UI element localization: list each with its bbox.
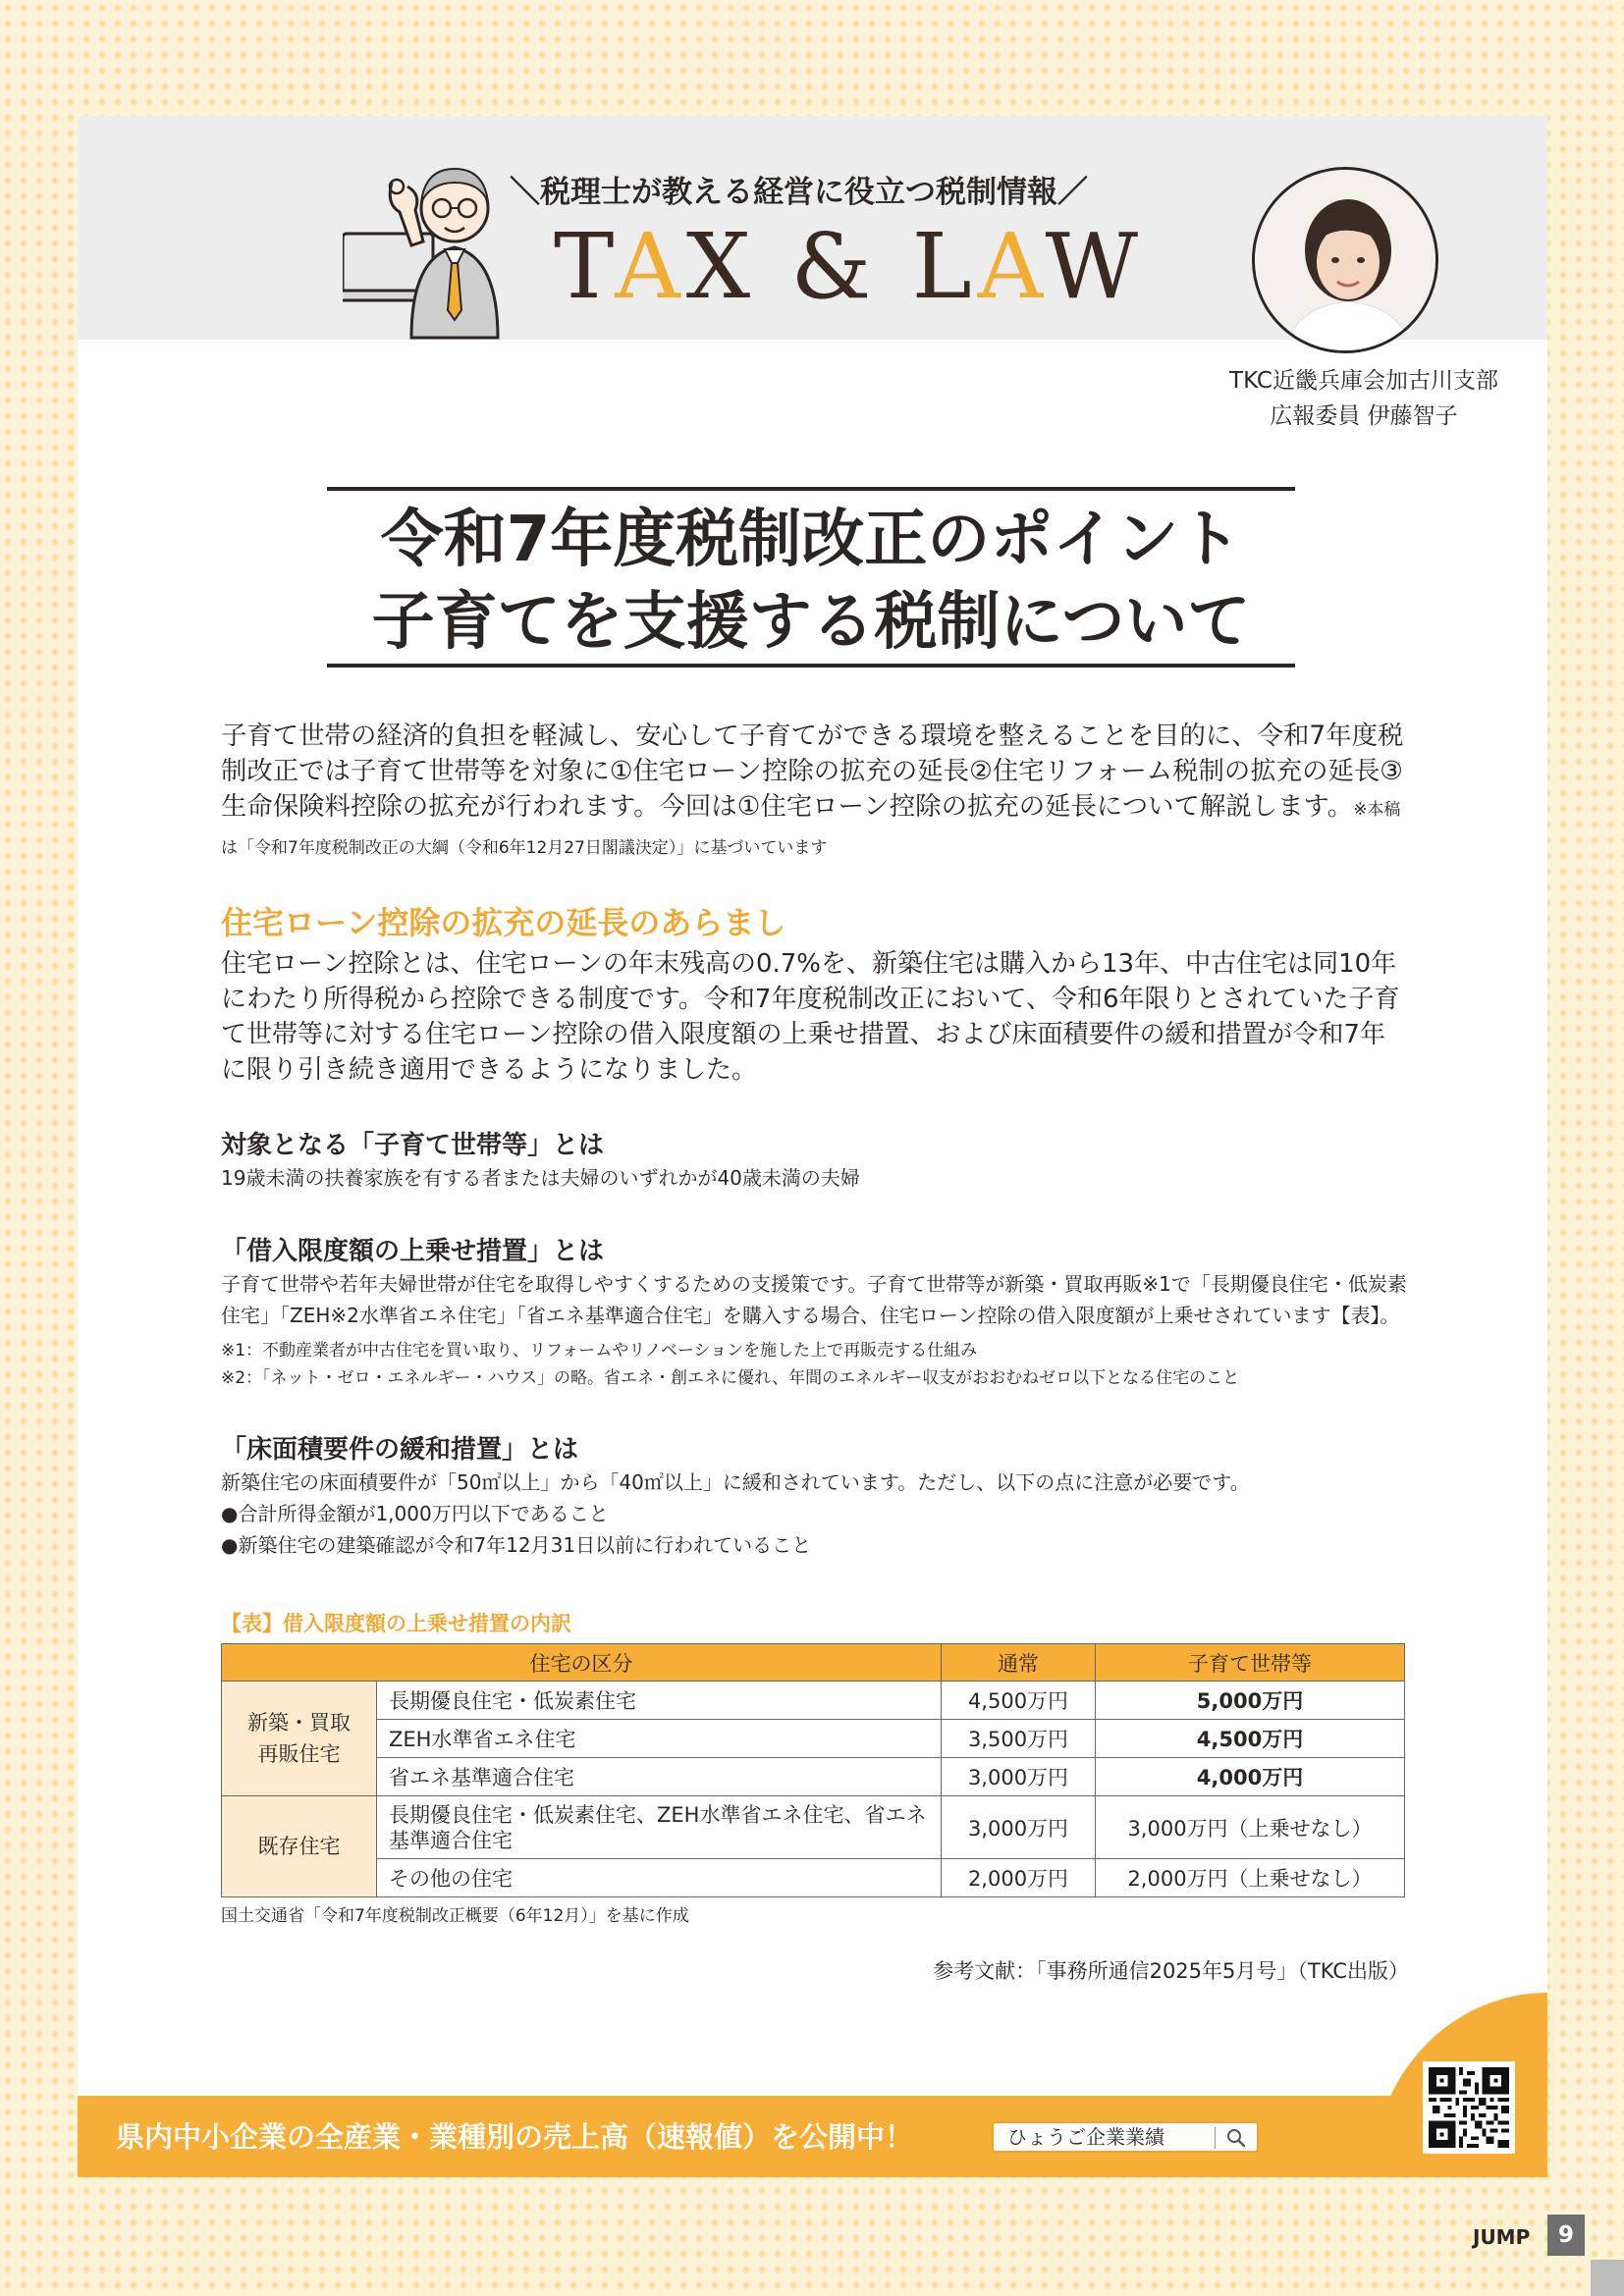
section-heading-overview: 住宅ローン控除の拡充の延長のあらまし: [221, 904, 786, 941]
table-row: [222, 1758, 1405, 1796]
row-normal: 2,000万円: [942, 1859, 1096, 1897]
row-normal: 3,000万円: [942, 1796, 1096, 1859]
table-row: [222, 1720, 1405, 1758]
floor-bullet-1: ●合計所得金額が1,000万円以下であること: [221, 1502, 609, 1525]
row-type: ZEH水準省エネ住宅: [377, 1720, 942, 1758]
table-header-row: [222, 1644, 1405, 1682]
footnote-1: ※1：不動産業者が中古住宅を買い取り、リフォームやリノベーションを施した上で再販売する仕組み: [221, 1341, 978, 1361]
search-label: ひょうご企業業績: [1007, 2125, 1164, 2149]
article-title-line1: 令和7年度税制改正のポイント: [380, 504, 1242, 576]
series-tagline: ＼税理士が教える経営に役立つ税制情報／: [510, 175, 1088, 210]
row-normal: 3,500万円: [942, 1720, 1096, 1758]
floor-text: 新築住宅の床面積要件が「50㎡以上」から「40㎡以上」に緩和されています。ただし、以下の点に注意が必要です。: [221, 1470, 1250, 1494]
corner-strip: [1591, 2260, 1624, 2296]
intro-note: ※本稿は「令和7年度税制改正の大綱（令和6年12月27日閣議決定）」に基づいています: [221, 800, 1401, 858]
page-number: 9: [1547, 2215, 1585, 2256]
subheading-floor: 「床面積要件の緩和措置」とは: [221, 1435, 579, 1465]
row-type: 長期優良住宅・低炭素住宅、ZEH水準省エネ住宅、省エネ基準適合住宅: [377, 1796, 942, 1859]
author-credit: [1226, 363, 1501, 434]
row-family: 5,000万円: [1096, 1682, 1405, 1720]
series-logo: TAX & LAW: [554, 214, 1145, 319]
header-normal: 通常: [942, 1644, 1096, 1682]
row-normal: 4,500万円: [942, 1682, 1096, 1720]
article-title: [327, 487, 1295, 667]
promo-text: 県内中小企業の全産業・業種別の売上高（速報値）を公開中！: [116, 2120, 914, 2154]
section-overview-text: 住宅ローン控除とは、住宅ローンの年末残高の0.7%を、新築住宅は購入から13年、中古住宅は同10年にわたり所得税から控除できる制度です。令和7年度税制改正において、令和6年限りとされていた子育て世帯等に対する住宅ローン控除の借入限度額の上乗せ措置、および床面積要件の緩和措置が令和7年に限り引き続き適用できるようになりました。: [221, 949, 1400, 1085]
article-body: [221, 719, 1409, 1986]
row-family: 3,000万円（上乗せなし）: [1096, 1796, 1405, 1859]
search-box[interactable]: [992, 2121, 1259, 2153]
table-caption: 【表】借入限度額の上乗せ措置の内訳: [221, 1612, 571, 1635]
row-type: 省エネ基準適合住宅: [377, 1758, 942, 1796]
group-new-resale: 新築・買取 再販住宅: [222, 1682, 377, 1796]
author-affiliation: TKC近畿兵庫会加古川支部: [1229, 368, 1498, 394]
group-existing: 既存住宅: [222, 1796, 377, 1897]
target-text: 19歳未満の扶養家族を有する者または夫婦のいずれかが40歳未満の夫婦: [221, 1166, 860, 1190]
subheading-target: 対象となる「子育て世帯等」とは: [221, 1131, 605, 1160]
header-family: 子育て世帯等: [1096, 1644, 1405, 1682]
loan-limit-table: [221, 1643, 1405, 1897]
row-type: 長期優良住宅・低炭素住宅: [377, 1682, 942, 1720]
table-row: [222, 1682, 1405, 1720]
search-icon[interactable]: [1225, 2127, 1247, 2149]
search-divider: [1215, 2127, 1216, 2149]
table-source: 国土交通省「令和7年度税制改正概要（6年12月）」を基に作成: [221, 1906, 689, 1926]
article-title-line2: 子育てを支援する税制について: [371, 586, 1251, 659]
table-row: [222, 1796, 1405, 1859]
qr-code[interactable]: [1423, 2061, 1515, 2154]
intro-paragraph: 子育て世帯の経済的負担を軽減し、安心して子育てができる環境を整えることを目的に、令和7年度税制改正では子育て世帯等を対象に①住宅ローン控除の拡充の延長②住宅リフォーム税制の拡充の延長③生命保険料控除の拡充が行われます。今回は①住宅ローン控除の拡充の延長について解説します。※本稿は「令和7年度税制改正の大綱（令和6年12月27日閣議決定）」に基づいています: [221, 721, 1404, 858]
author-portrait-icon: [1255, 170, 1438, 353]
footnote-2: ※2：「ネット・ゼロ・エネルギー・ハウス」の略。省エネ・創エネに優れ、年間のエネルギー収支がおおむねゼロ以下となる住宅のこと: [221, 1368, 1240, 1388]
author-photo: [1252, 167, 1438, 353]
author-name: 広報委員 伊藤智子: [1270, 403, 1458, 429]
row-family: 4,000万円: [1096, 1758, 1405, 1796]
limit-text: 子育て世帯や若年夫婦世帯が住宅を取得しやすくするための支援策です。子育て世帯等が新築・買取再販※1で「長期優良住宅・低炭素住宅」「ZEH※2水準省エネ住宅」「省エネ基準適合住宅」を購入する場合、住宅ローン控除の借入限度額が上乗せされています【表】。: [221, 1272, 1407, 1327]
floor-bullet-2: ●新築住宅の建築確認が令和7年12月31日以前に行われていること: [221, 1533, 812, 1557]
article-page: [78, 116, 1547, 2136]
subheading-limit: 「借入限度額の上乗せ措置」とは: [221, 1237, 605, 1266]
row-family: 2,000万円（上乗せなし）: [1096, 1859, 1405, 1897]
row-normal: 3,000万円: [942, 1758, 1096, 1796]
magazine-name: JUMP: [1473, 2225, 1531, 2249]
qr-code-icon: [1429, 2067, 1509, 2148]
row-type: その他の住宅: [377, 1859, 942, 1897]
reference: 参考文献：「事務所通信2025年5月号」（TKC出版）: [933, 1959, 1409, 1983]
table-row: [222, 1859, 1405, 1897]
header-housing-type: 住宅の区分: [222, 1644, 942, 1682]
row-family: 4,500万円: [1096, 1720, 1405, 1758]
